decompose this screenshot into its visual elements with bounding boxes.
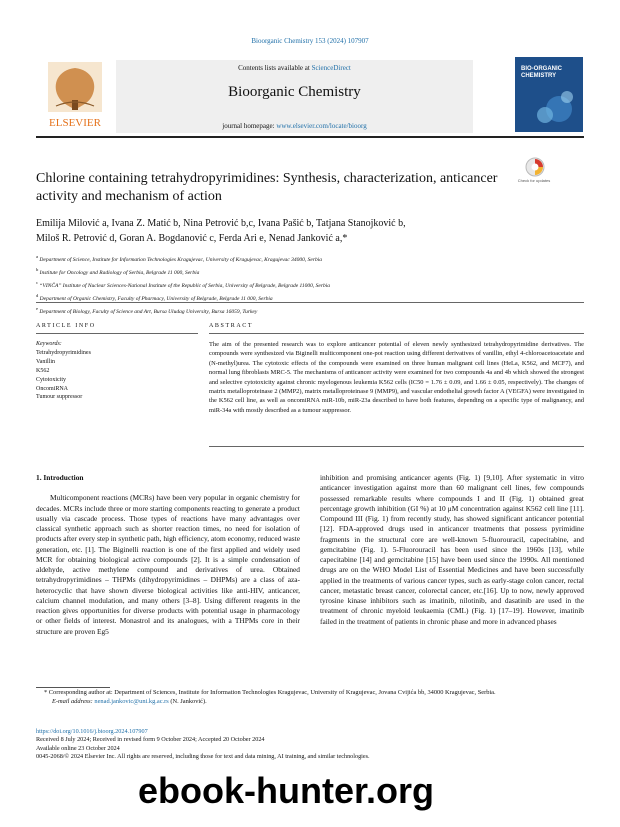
authors-line-2: Miloš R. Petrović d, Goran A. Bogdanović c, Ferda Ari e, Nenad Janković a,* (36, 233, 348, 244)
section-heading: 1. Introduction (36, 473, 84, 482)
copyright-line: 0045-2068/© 2024 Elsevier Inc. All rights are reserved, including those for text and data mining, AI training, and similar technologies. (36, 752, 370, 760)
keyword: Vanillin (36, 358, 55, 365)
elsevier-wordmark: ELSEVIER (49, 117, 101, 129)
contents-line (116, 64, 473, 72)
article-title: Chlorine containing tetrahydropyrimidines: Synthesis, characterization, anticancer activity and mechanism of action (36, 171, 498, 204)
keywords-block (36, 340, 196, 402)
homepage-link[interactable]: www.elsevier.com/locate/bioorg (276, 122, 367, 130)
journal-cover[interactable] (515, 57, 583, 132)
keyword: Tetrahydropyrimidines (36, 349, 91, 356)
body-column-left (36, 473, 300, 637)
author-list (36, 216, 584, 246)
article-info-heading: ARTICLE INFO (36, 323, 96, 329)
keywords-heading: Keywords: (36, 341, 62, 347)
contents-prefix: Contents lists available at (238, 64, 312, 72)
doi-link[interactable]: https://doi.org/10.1016/j.bioorg.2024.107907 (36, 728, 148, 735)
article-history (36, 728, 584, 761)
keyword: Cytotoxicity (36, 376, 66, 383)
intro-paragraph-2: inhibition and promising anticancer agents (Fig. 1) [9,10]. After systematic in vitro anticancer investigation against more than 60 malignant cell lines, few compounds possessed remarkable results where compounds I and II (Fig. 1) obtained great percentage growth inhibition (GI %) at 10 μM concentration against K562 cell line [11]. Compound III (Fig. 1) from recently study, has showed significant anticancer potential [12]. FDA-approved drugs used in anticancer treatments that possess pyrimidine fragments in the structural core are well-known 5-fluorouracil, capecitabine, and gemcitabine (Fig. 1). 5-Fluorouracil has been used since the 1960s [13], while capecitabine [14] and gemcitabine [15] have been used since the 1990s. All mentioned drugs are on the WHO Model List of Essential Medicines and have been successfully applied in the treatments of various cancer types, such as early-stage colon cancer, rectal cancer, metastatic breast cancer, colorectal cancer, etc.[16]. Up to now, newly approved tyrosine kinase inhibitors such as imatinib, nilotinib, and dasatinib are used in the treatment of chronic myeloid leukaemia (CML) (Fig. 1) [17–19]. However, imatinib failed in the treatment of patients in chronic phase and more in advanced phases (320, 473, 584, 626)
affiliation: $^b$ Institute for Oncology and Radiology of Serbia, Belgrade 11 000, Serbia (36, 267, 200, 276)
email-note: E-mail address: nenad.jankovic@uni.kg.ac.rs (N. Janković). (52, 697, 207, 705)
intro-paragraph-1: Multicomponent reactions (MCRs) have been very popular in organic chemistry for decades. MCRs include three or more starting components reacting to generate a product usually via cascade process. Those types of reactions have many advantages over classical synthetic approach such as shorter reaction times, no need for isolation of products after every step in synthetic path, high efficiency, atom economy, reduced waste generation, etc. [1]. The Biginelli reaction is one of the first applied and widely used MCR for obtaining biological active compounds [2]. It is a simple condensation of aldehyde, active methylene compound and derivatives of urea. Obtained tetrahydropyrimidines – THPMs (dihydropyrimidines – DHPMs) are a class of aza-heterocyclic that have shown diverse biological activities like anti-HIV, anticancer, calcium channel modulation, and many others [3–8]. Using different reagents in the reaction gives opportunities for diverse products with potential usage in pharmacology or other fields of interest. Monastrol and its analogues, with a THPMs core in their structure are proven Eg5 (36, 493, 300, 636)
elsevier-logo (36, 60, 114, 130)
affiliations (36, 252, 584, 317)
header-rule (36, 136, 584, 138)
article-info-rule (36, 333, 198, 334)
abstract-bottom-rule (209, 446, 584, 447)
received-dates: Received 8 July 2024; Received in revised form 9 October 2024; Accepted 20 October 2024 (36, 736, 265, 744)
keyword: K562 (36, 367, 50, 374)
abstract-heading: ABSTRACT (209, 323, 254, 329)
cover-title: BIO-ORGANIC CHEMISTRY (521, 66, 562, 79)
body-column-right (320, 473, 584, 627)
keyword: OncomiRNA (36, 385, 68, 392)
journal-name: Bioorganic Chemistry (228, 84, 361, 100)
watermark: ebook-hunter.org (138, 770, 434, 811)
journal-header (36, 52, 512, 130)
homepage-prefix: journal homepage: (222, 122, 277, 130)
cover-art (515, 57, 583, 132)
affiliation-rule (36, 302, 584, 303)
email-link[interactable]: nenad.jankovic@uni.kg.ac.rs (94, 697, 169, 705)
homepage-line (116, 122, 473, 130)
affiliation: $^a$ Department of Science, Institute for Information Technologies Kragujevac, University of Kragujevac, Kragujevac 34000, Serbia (36, 254, 322, 263)
keyword: Tumour suppressor (36, 394, 83, 401)
footnotes (36, 689, 584, 706)
footnote-rule (36, 687, 110, 688)
authors-line-1: Emilija Milović a, Ivana Z. Matić b, Nina Petrović b,c, Ivana Pašić b, Tatjana Stanojković b, (36, 218, 406, 229)
affiliation: $^e$ Department of Biology, Faculty of Science and Art, Bursa Uludag University, Bursa 16059, Turkey (36, 306, 258, 315)
affiliation: $^c$ “VINČA” Institute of Nuclear Sciences-National Institute of the Republic of Serbia, University of Belgrade, Belgrade 11000, Serbia (36, 280, 331, 289)
affiliation: $^d$ Department of Organic Chemistry, Faculty of Pharmacy, University of Belgrade, Belgrade 11 000, Serbia (36, 293, 273, 302)
abstract-text: The aim of the presented research was to explore anticancer potential of eleven newly synthesized tetrahydropyrimidine derivatives. The compounds were synthesized via Biginelli multicomponent one-pot reaction using different derivatives of vanillin, ethyl 4-chloroacetoacetate and (N-methyl)urea. The cytotoxic effects of the compounds were examined on three human malignant cell lines (HeLa, K562, and MCF7), and normal lung fibroblasts MRC-5. The mechanisms of anticancer activity were examined for two compounds 4a and 4b which showed the strongest and selective cytotoxicity against chronic myelogenous leukemia K562 cells (IC50 = 1.76 ± 0.09, and 1.66 ± 0.05, respectively). The changes of matrix metalloproteinase 2 (MMP2), matrix metalloproteinase 9 (MMP9), and vascular endothelial growth factor A (VEGFA) were investigated in the K562 cell line, as well as oncomiRNA miR-10b, miR-23a described to have both features, depending on a specific type of malignancy, and miR-34a with mostly described as a tumour suppressor. (209, 341, 584, 414)
journal-reference[interactable]: Bioorganic Chemistry 153 (2024) 107907 (251, 37, 369, 45)
available-online: Available online 23 October 2024 (36, 744, 120, 752)
check-for-updates-label: Check for updates (517, 178, 551, 183)
abstract-rule (209, 333, 584, 334)
corresponding-author-note: * Corresponding author at: Department of Sciences, Institute for Information Technologies Kragujevac, University of Kragujevac, Jovana Cvijića bb, 34000 Kragujevac, Serbia. (44, 689, 496, 696)
sciencedirect-link[interactable]: ScienceDirect (311, 64, 351, 72)
